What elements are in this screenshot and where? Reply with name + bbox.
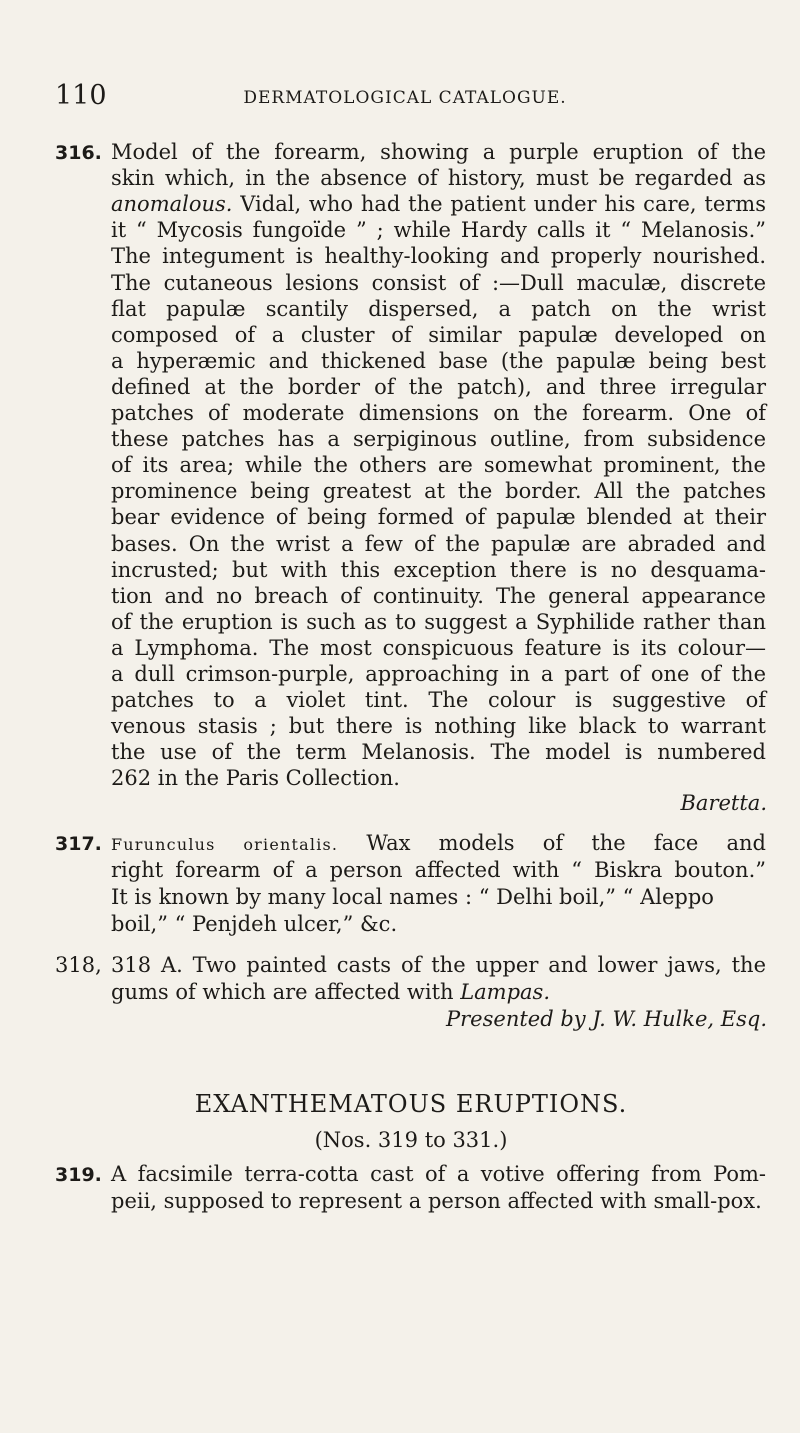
- entry-316-line: of the eruption is such as to suggest a Syphilide rather than: [111, 609, 766, 634]
- catalogue-entry-317: [55, 831, 767, 941]
- entry-316-line: these patches has a serpiginous outline, from subsidence: [111, 427, 766, 452]
- page-number: 110: [55, 80, 107, 111]
- catalogue-entry-318: [55, 953, 767, 1053]
- entry-316-line: incrusted; but with this exception there is no desquama-: [111, 557, 766, 582]
- entry-317-line-4: boil,” “ Penjdeh ulcer,” &c.: [111, 912, 398, 936]
- entry-316-line: tion and no breach of continuity. The general appearance: [111, 583, 766, 608]
- entry-316-line: patches to a violet tint. The colour is suggestive of: [111, 688, 766, 713]
- entry-316-line: bear evidence of being formed of papulæ blended at their: [111, 505, 766, 530]
- presented-by: Presented by J. W. Hulke, Esq.: [446, 1007, 767, 1031]
- entry-316-line: a hyperæmic and thickened base (the papulæ being best: [111, 348, 766, 373]
- entry-316-line: 262 in the Paris Collection.: [111, 766, 400, 791]
- entry-319-line-1: A facsimile terra-cotta cast of a votive offering from Pom-: [111, 1162, 766, 1186]
- section-range: (Nos. 319 to 331.): [314, 1128, 508, 1152]
- entry-316-line: bases. On the wrist a few of the papulæ are abraded and: [111, 531, 766, 556]
- catalogue-entry-319: [55, 1162, 767, 1222]
- entry-316-line: flat papulæ scantily dispersed, a patch on the wrist: [111, 296, 766, 321]
- entry-316-line: skin which, in the absence of history, must be regarded as: [111, 166, 766, 191]
- entry-316-line: it “ Mycosis fungoïde ” ; while Hardy calls it “ Melanosis.”: [111, 218, 766, 243]
- entry-number: 318,: [55, 953, 102, 977]
- entry-316-line: prominence being greatest at the border. All the patches: [111, 479, 766, 504]
- entry-316-line: a dull crimson-purple, approaching in a part of one of the: [111, 662, 766, 686]
- entry-316-line: venous stasis ; but there is nothing like black to warrant: [111, 714, 766, 739]
- entry-number: 317.: [55, 833, 102, 855]
- entry-319-line-2: peii, supposed to represent a person affected with small-pox.: [111, 1189, 762, 1213]
- entry-318-line-2: gums of which are affected with Lampas.: [111, 980, 551, 1004]
- entry-316-line: anomalous. Vidal, who had the patient under his care, terms: [111, 192, 766, 217]
- entry-316-line: composed of a cluster of similar papulæ developed on: [111, 322, 766, 347]
- page-header: [55, 80, 755, 120]
- running-head: DERMATOLOGICAL CATALOGUE.: [243, 88, 567, 108]
- entry-316-line: a Lymphoma. The most conspicuous feature is its colour—: [111, 635, 766, 660]
- entry-number: 319.: [55, 1164, 102, 1186]
- entry-number: 316.: [55, 142, 102, 164]
- entry-316-line: Model of the forearm, showing a purple eruption of the: [111, 140, 766, 164]
- entry-317-line-2: right forearm of a person affected with “ Biskra bouton.”: [111, 858, 766, 882]
- catalogue-entry-316: [55, 140, 767, 820]
- entry-316-line: of its area; while the others are somewhat prominent, the: [111, 453, 766, 478]
- entry-317-line-3: It is known by many local names : “ Delhi boil,” “ Aleppo: [111, 885, 714, 909]
- entry-317-line-1: Furunculus orientalis. Wax models of the face and: [111, 831, 766, 855]
- section-title: EXANTHEMATOUS ERUPTIONS.: [194, 1090, 628, 1118]
- entry-316-line: the use of the term Melanosis. The model is numbered: [111, 740, 766, 765]
- entry-title: Furunculus orientalis.: [111, 835, 339, 854]
- entry-316-line: The integument is healthy-looking and properly nourished.: [111, 244, 766, 269]
- entry-316-line: defined at the border of the patch), and three irregular: [111, 374, 766, 399]
- entry-318-line-1: 318 A. Two painted casts of the upper and lower jaws, the: [111, 953, 766, 977]
- entry-316-line: The cutaneous lesions consist of :—Dull maculæ, discrete: [111, 270, 766, 295]
- author-signature: Baretta.: [680, 791, 767, 815]
- entry-316-line: patches of moderate dimensions on the forearm. One of: [111, 401, 766, 425]
